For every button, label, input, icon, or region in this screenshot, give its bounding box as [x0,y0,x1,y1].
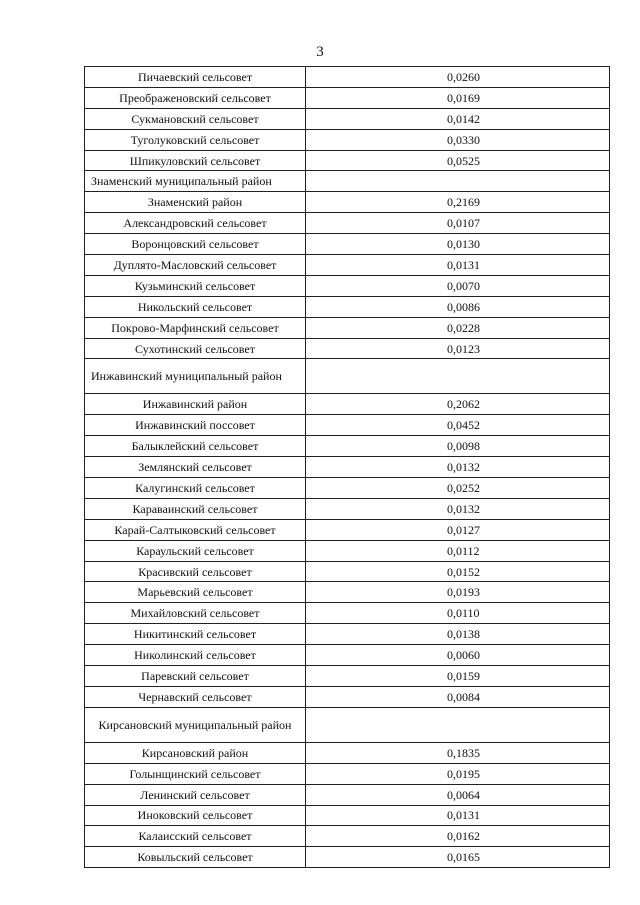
table-row [85,150,610,171]
value-cell: 0,0330 [306,129,610,150]
municipality-name-cell: Туголуковский сельсовет [85,129,306,150]
value-cell: 0,0130 [306,234,610,255]
table-row [85,275,610,296]
value-cell: 0,0169 [306,87,610,108]
municipality-name-cell: Преображеновский сельсовет [85,87,306,108]
municipality-name-cell: Инжавинский поссовет [85,415,306,436]
table-row [85,763,610,784]
value-cell: 0,0107 [306,213,610,234]
value-cell: 0,0525 [306,150,610,171]
municipality-name-cell: Калаисский сельсовет [85,826,306,847]
value-cell: 0,0084 [306,686,610,707]
municipality-name-cell: Балыклейский сельсовет [85,436,306,457]
municipality-name-cell: Никольский сельсовет [85,296,306,317]
value-cell: 0,0138 [306,624,610,645]
table-row [85,108,610,129]
value-cell: 0,0127 [306,519,610,540]
table-row [85,847,610,868]
data-table [84,66,610,868]
municipality-name-cell: Калугинский сельсовет [85,478,306,499]
municipality-name-cell: Голынщинский сельсовет [85,763,306,784]
value-cell: 0,0131 [306,255,610,276]
district-name-cell: Инжавинский муниципальный район [85,359,306,394]
value-cell: 0,0228 [306,317,610,338]
table-row [85,582,610,603]
table-row [85,519,610,540]
municipality-name-cell: Шпикуловский сельсовет [85,150,306,171]
value-cell: 0,0252 [306,478,610,499]
municipality-name-cell: Землянский сельсовет [85,457,306,478]
municipality-name-cell: Кузьминский сельсовет [85,275,306,296]
value-cell: 0,0132 [306,498,610,519]
district-name-cell: Знаменский муниципальный район [85,171,306,192]
district-name-cell: Кирсановский муниципальный район [85,707,306,742]
section-header-row [85,171,610,192]
municipality-name-cell: Пичаевский сельсовет [85,67,306,88]
table-row [85,213,610,234]
page-number: 3 [316,44,324,60]
table-row [85,561,610,582]
municipality-name-cell: Чернавский сельсовет [85,686,306,707]
value-cell: 0,0142 [306,108,610,129]
table-row [85,686,610,707]
table-row [85,394,610,415]
table-row [85,67,610,88]
table-row [85,317,610,338]
value-cell: 0,0060 [306,645,610,666]
municipality-name-cell: Сухотинский сельсовет [85,338,306,359]
table-row [85,784,610,805]
municipality-name-cell: Иноковский сельсовет [85,805,306,826]
value-cell: 0,2062 [306,394,610,415]
table-row [85,415,610,436]
table-row [85,129,610,150]
municipality-name-cell: Сукмановский сельсовет [85,108,306,129]
table-row [85,255,610,276]
table-row [85,234,610,255]
value-cell: 0,0162 [306,826,610,847]
municipality-name-cell: Караваинский сельсовет [85,498,306,519]
value-cell: 0,0098 [306,436,610,457]
value-cell: 0,0112 [306,540,610,561]
value-cell: 0,0086 [306,296,610,317]
value-cell: 0,2169 [306,192,610,213]
value-cell: 0,0110 [306,603,610,624]
section-header-row [85,707,610,742]
value-cell: 0,0152 [306,561,610,582]
table-row [85,603,610,624]
value-cell [306,171,610,192]
section-header-row [85,359,610,394]
table-row [85,338,610,359]
municipality-name-cell: Кирсановский район [85,742,306,763]
table-row [85,478,610,499]
municipality-name-cell: Воронцовский сельсовет [85,234,306,255]
municipality-name-cell: Знаменский район [85,192,306,213]
municipality-name-cell: Николинский сельсовет [85,645,306,666]
value-cell: 0,0195 [306,763,610,784]
value-cell [306,359,610,394]
value-cell: 0,1835 [306,742,610,763]
municipality-name-cell: Карай-Салтыковский сельсовет [85,519,306,540]
municipality-name-cell: Паревский сельсовет [85,666,306,687]
value-cell: 0,0452 [306,415,610,436]
table-row [85,436,610,457]
table-row [85,645,610,666]
municipality-name-cell: Покрово-Марфинский сельсовет [85,317,306,338]
table-row [85,624,610,645]
value-cell: 0,0064 [306,784,610,805]
value-cell: 0,0165 [306,847,610,868]
table-row [85,457,610,478]
municipality-name-cell: Караульский сельсовет [85,540,306,561]
table-row [85,805,610,826]
value-cell: 0,0131 [306,805,610,826]
value-cell: 0,0193 [306,582,610,603]
municipality-name-cell: Александровский сельсовет [85,213,306,234]
table-row [85,742,610,763]
municipality-name-cell: Дуплято-Масловский сельсовет [85,255,306,276]
table-row [85,192,610,213]
municipality-name-cell: Ленинский сельсовет [85,784,306,805]
value-cell [306,707,610,742]
table-row [85,666,610,687]
municipality-name-cell: Ковыльский сельсовет [85,847,306,868]
value-cell: 0,0159 [306,666,610,687]
value-cell: 0,0123 [306,338,610,359]
table-row [85,296,610,317]
municipality-name-cell: Инжавинский район [85,394,306,415]
value-cell: 0,0260 [306,67,610,88]
table-row [85,87,610,108]
value-cell: 0,0132 [306,457,610,478]
table-body [85,67,610,868]
table-row [85,540,610,561]
municipality-name-cell: Марьевский сельсовет [85,582,306,603]
table-row [85,826,610,847]
municipality-name-cell: Красивский сельсовет [85,561,306,582]
table-row [85,498,610,519]
municipality-name-cell: Никитинский сельсовет [85,624,306,645]
value-cell: 0,0070 [306,275,610,296]
municipality-name-cell: Михайловский сельсовет [85,603,306,624]
